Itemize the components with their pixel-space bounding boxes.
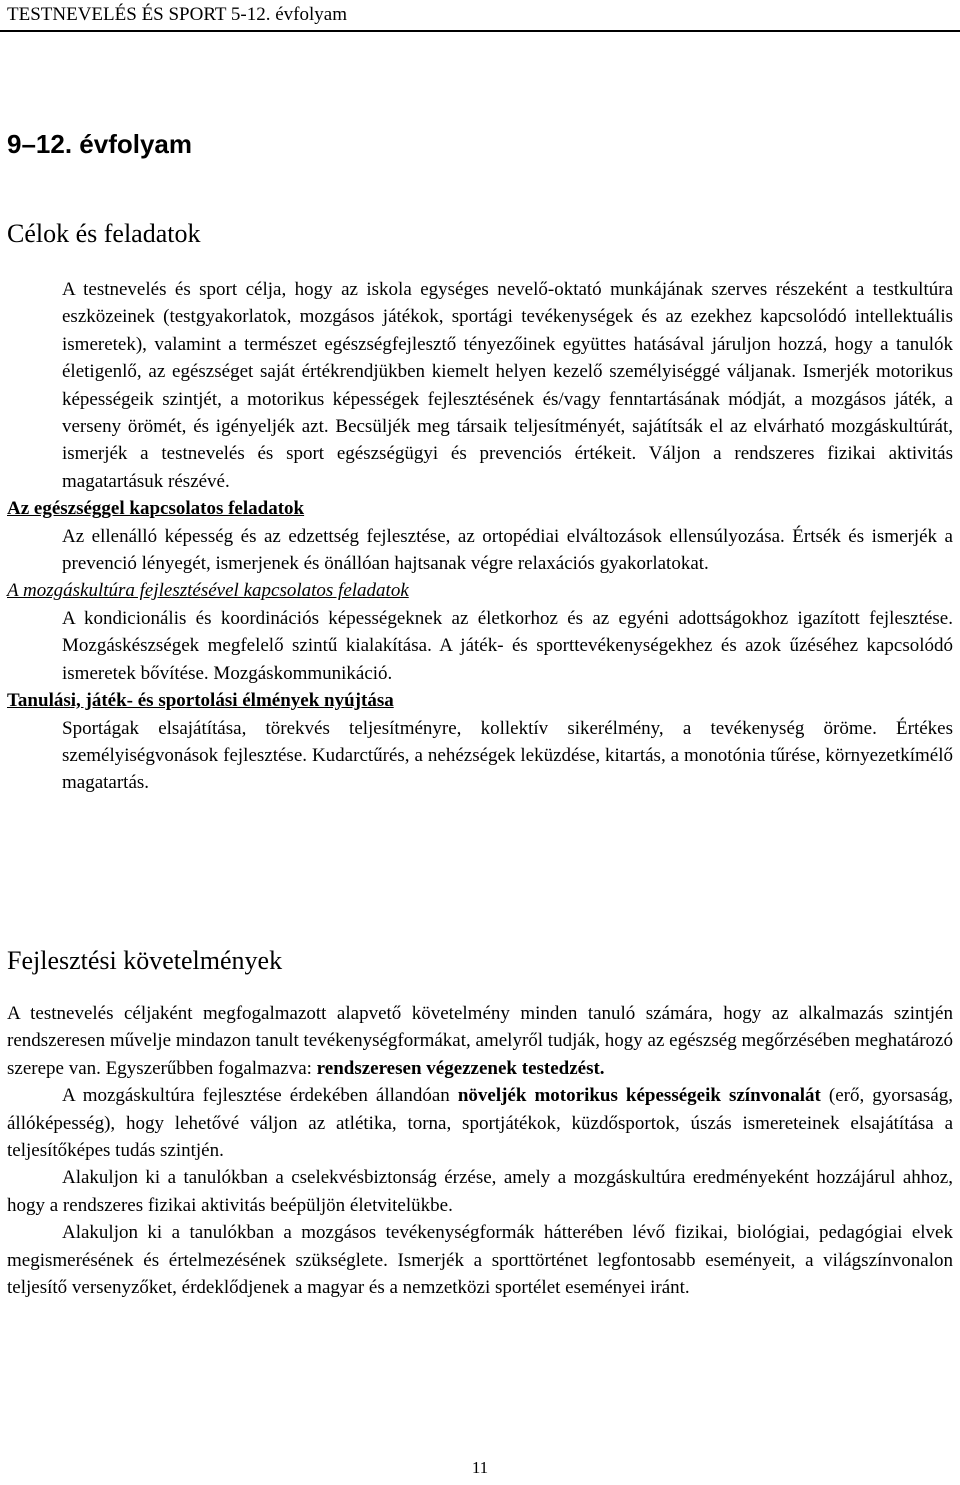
- movement-heading-text: A mozgáskultúra fejlesztésével kapcsolatos feladatok: [7, 580, 409, 602]
- health-heading-text: Az egészséggel kapcsolatos feladatok: [7, 498, 305, 520]
- health-heading: [7, 495, 953, 522]
- experience-paragraph: Sportágak elsajátítása, törekvés teljesítményre, kollektív sikerélmény, a tevékenység öröme. Értékes személyiségvonások fejlesztése. Kudarctűrés, a nehézségek leküzdése, kitartás, a monotónia tűrése, környezetkímélő magatartás.: [62, 717, 953, 794]
- goals-intro-paragraph: [7, 276, 953, 495]
- experience-heading-text: Tanulási, játék- és sportolási élmények nyújtása: [7, 690, 394, 712]
- goals-intro-text-2: Ismerjék motorikus képességeik szintjét, a motorikus képességek fejlesztésének és/vagy fenntartásának módját, a mozgásos játék, a verseny örömét, és igényeljék azt.: [62, 361, 954, 438]
- section-title-requirements: Fejlesztési követelmények: [7, 946, 283, 975]
- requirements-paragraph-1: [7, 1000, 953, 1082]
- goals-intro-text-1: A testnevelés és sport célja, hogy az iskola egységes nevelő-oktató munkájának szerves részeként a testkultúra eszközeinek (testgyakorlatok, mozgásos játékok, sportági tevékenységek és az ezekhez kapcsolódó intellektuális ismeretek), valamint a természet egészségfejlesztő tényezőinek együttes hatásával járuljon hozzá, hogy a tanulók életigenlő, az egészséget saját értékrendjükben kiemelt helyen kezelő személyiséggé váljanak.: [62, 279, 953, 383]
- experience-heading: [7, 687, 953, 714]
- running-header: TESTNEVELÉS ÉS SPORT 5-12. évfolyam: [7, 4, 347, 25]
- movement-heading: [7, 577, 953, 604]
- health-paragraph: Az ellenálló képesség és az edzettség fejlesztése, az ortopédiai elváltozások ellensúlyozása. Értsék és ismerjék a prevenció lényegét, ismerjenek és önállóan hajtsanak végre relaxációs gyakorlatokat.: [62, 525, 953, 575]
- requirements-p1-bold: rendszeresen végezzenek testedzést.: [316, 1057, 605, 1079]
- page-number: 11: [471, 1458, 489, 1477]
- header-rule: [0, 30, 960, 32]
- movement-paragraph: A kondicionális és koordinációs képességeknek az életkorhoz és az egyéni adottságokhoz igazított fejlesztése. Mozgáskészségek megfelelő szintű kialakítása. A játék- és sporttevékenységekhez és azok űzéséhez kapcsolódó ismeretek bővítése. Mozgáskommunikáció.: [62, 607, 953, 684]
- requirements-paragraph-4: Alakuljon ki a tanulókban a mozgásos tevékenységformák hátterében lévő fizikai, biológiai, pedagógiai elvek megismerésének és értelmezésének szükséglete. Ismerjék a sporttörténet legfontosabb eseményeit, a világszínvonalon teljesítő versenyzőket, érdeklődjenek a magyar és a nemzetközi sportélet eseményei iránt.: [7, 1222, 953, 1299]
- requirements-paragraph-2: [7, 1082, 953, 1164]
- requirements-section: [7, 1000, 953, 1301]
- requirements-p2-bold: növeljék motorikus képességeik színvonalát: [457, 1085, 821, 1107]
- requirements-paragraph-3: Alakuljon ki a tanulókban a cselekvésbiztonság érzése, amely a mozgáskultúra eredményeként hozzájárul ahhoz, hogy a rendszeres fizikai aktivitás beépüljön életvitelükbe.: [7, 1167, 953, 1216]
- goals-section: [7, 276, 953, 797]
- section-title-goals: Célok és feladatok: [7, 219, 201, 248]
- requirements-p1-text: A testnevelés céljaként megfogalmazott alapvető követelmény minden tanuló számára, hogy az alkalmazás szintjén rendszeresen művelje mindazon tanult tevékenységformákat, amelyről tudják, hogy az egészség megőrzésében meghatározó szerepe van. Egyszerűbben fogalmazva:: [7, 1003, 953, 1079]
- goals-intro-text-4: Váljon a rendszeres fizikai aktivitás magatartásuk részévé.: [62, 443, 953, 492]
- requirements-p2-start: A mozgáskultúra fejlesztése érdekében állandóan: [62, 1085, 450, 1107]
- goals-intro-text-3: Becsüljék meg társaik teljesítményét, sajátítsák el az elvárható mozgáskultúrát, ismerjék a testnevelés és sport egészségügyi és prevenciós értékeit.: [62, 416, 954, 465]
- requirements-p2-end: (erő, gyorsaság, állóképesség), hogy lehetővé váljon az atlétika, torna, sportjátékok, küzdősportok, úszás ismereteinek elsajátítása a teljesítőképes tudás szintjén.: [7, 1085, 954, 1162]
- grade-title: 9–12. évfolyam: [7, 129, 193, 159]
